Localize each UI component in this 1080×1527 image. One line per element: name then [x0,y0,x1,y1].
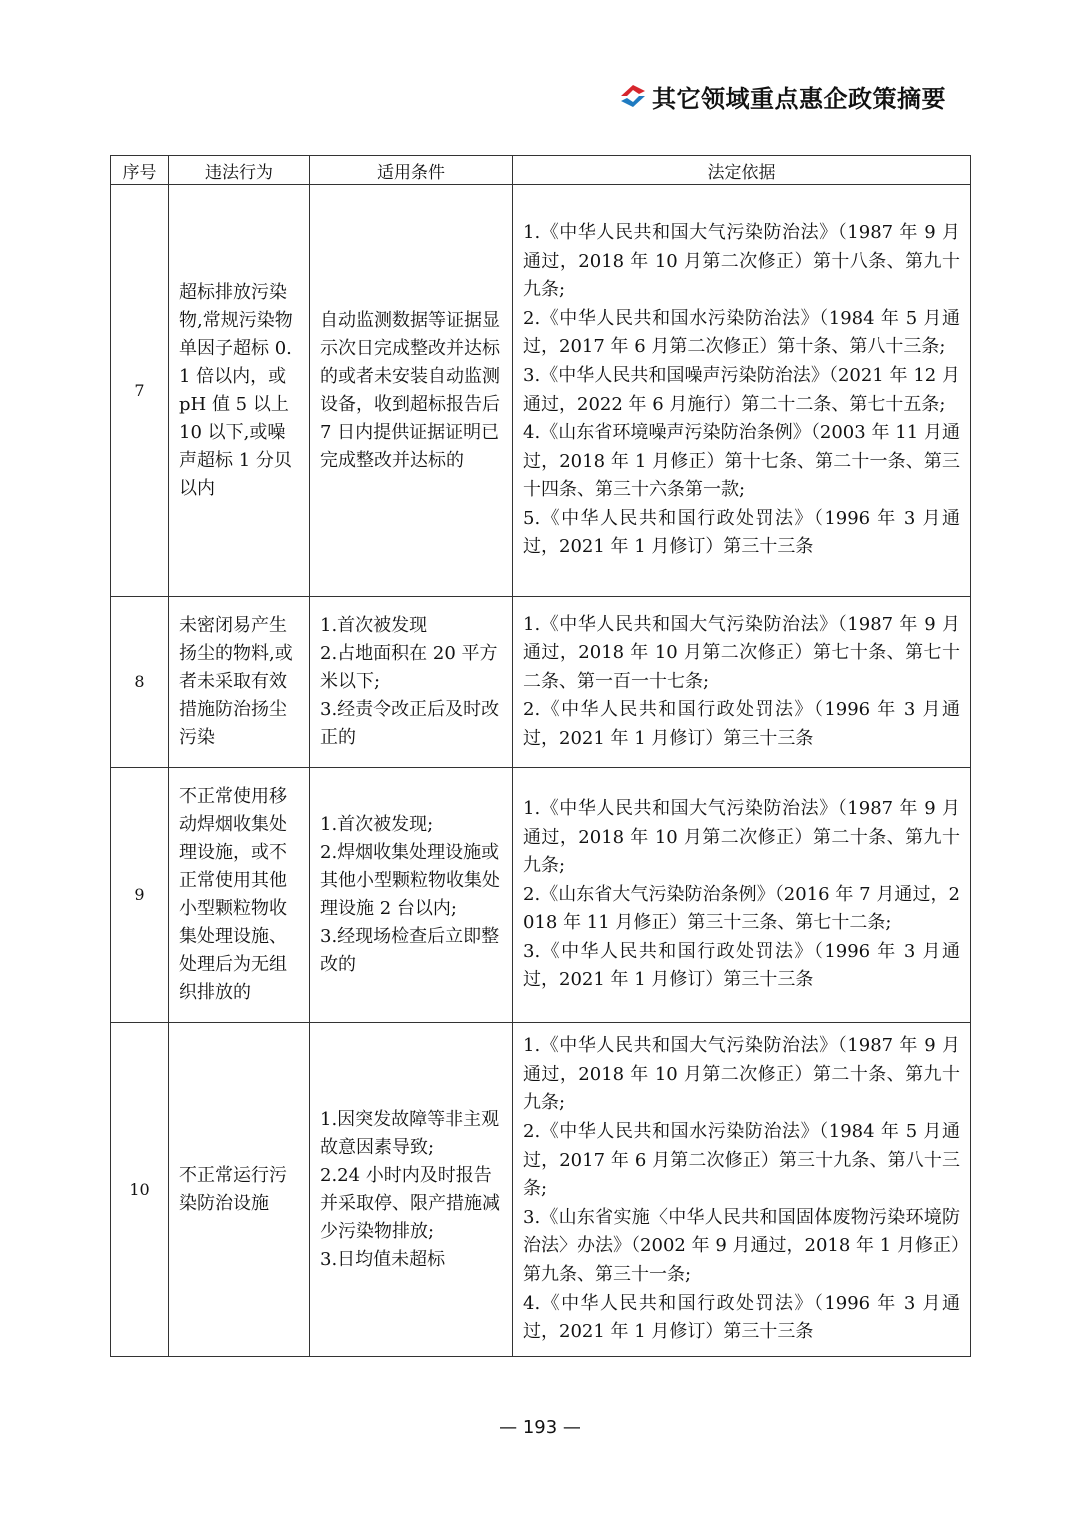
condition-item: 2.焊烟收集处理设施或其他小型颗粒物收集处理设施 2 台以内; [320,842,500,919]
page-header [618,76,946,116]
table-row [111,768,971,1023]
basis-item: 4.《山东省环境噪声污染防治条例》（2003 年 11 月通过，2018 年 1 月修正）第十七条、第二十一条、第三十四条、第三十六条第一款; [523,422,960,501]
basis-item: 2.《中华人民共和国水污染防治法》（1984 年 5 月通过，2017 年 6 月第二次修正）第三十九条、第八十三条; [523,1121,960,1200]
condition-item: 自动监测数据等证据显示次日完成整改并达标的或者未安装自动监测设备，收到超标报告后 7 日内提供证据证明已完成整改并达标的 [320,309,500,471]
condition-item: 2.占地面积在 20 平方米以下; [320,643,498,692]
basis-item: 2.《中华人民共和国水污染防治法》（1984 年 5 月通过，2017 年 6 月第二次修正）第十条、第八十三条; [523,307,960,358]
table-row [111,1023,971,1357]
basis-item: 1.《中华人民共和国大气污染防治法》（1987 年 9 月通过，2018 年 10 月第二次修正）第十八条、第九十九条; [523,221,960,301]
row-violation: 不正常使用移动焊烟收集处理设施，或不正常使用其他小型颗粒物收集处理设施、处理后为无组织排放的 [169,768,310,1023]
basis-item: 2.《中华人民共和国行政处罚法》（1996 年 3 月通过，2021 年 1 月修订）第三十三条 [523,699,960,749]
row-conditions [310,768,513,1023]
condition-item: 3.经现场检查后立即整改的 [320,926,500,975]
row-serial: 7 [111,185,169,597]
header-serial: 序号 [111,156,169,185]
row-conditions [310,185,513,597]
basis-item: 1.《中华人民共和国大气污染防治法》（1987 年 9 月通过，2018 年 10 月第二次修正）第七十条、第七十二条、第一百一十七条; [523,613,960,692]
basis-item: 5.《中华人民共和国行政处罚法》（1996 年 3 月通过，2021 年 1 月修订）第三十三条 [523,507,960,558]
basis-item: 1.《中华人民共和国大气污染防治法》（1987 年 9 月通过，2018 年 10 月第二次修正）第二十条、第九十九条; [523,1035,960,1114]
basis-item: 3.《山东省实施〈中华人民共和国固体废物污染环境防治法〉办法》（2002 年 9 月通过，2018 年 1 月修正）第九条、第三十一条; [523,1206,960,1285]
basis-item: 2.《山东省大气污染防治条例》（2016 年 7 月通过，2018 年 11 月修正）第三十三条、第七十二条; [523,883,960,934]
table-row [111,597,971,768]
condition-item: 1.首次被发现 [320,615,428,636]
basis-item: 4.《中华人民共和国行政处罚法》（1996 年 3 月通过，2021 年 1 月修订）第三十三条 [523,1292,960,1343]
header-conditions: 适用条件 [310,156,513,185]
condition-item: 3.经责令改正后及时改正的 [320,699,500,748]
row-violation: 未密闭易产生扬尘的物料,或者未采取有效措施防治扬尘污染 [169,597,310,768]
header-title: 其它领域重点惠企政策摘要 [652,84,946,113]
policy-table [110,155,971,1357]
table-row [111,185,971,597]
row-conditions [310,597,513,768]
row-legal-basis [513,768,971,1023]
row-violation: 不正常运行污染防治设施 [169,1023,310,1357]
logo-icon [618,81,648,111]
row-legal-basis [513,1023,971,1357]
row-serial: 8 [111,597,169,768]
basis-item: 3.《中华人民共和国噪声污染防治法》（2021 年 12 月通过，2022 年 6 月施行）第二十二条、第七十五条; [523,364,960,415]
header-violation: 违法行为 [169,156,310,185]
header-legal-basis: 法定依据 [513,156,971,185]
condition-item: 3.日均值未超标 [320,1248,446,1270]
table-header-row [111,156,971,185]
row-legal-basis [513,185,971,597]
basis-item: 1.《中华人民共和国大气污染防治法》（1987 年 9 月通过，2018 年 10 月第二次修正）第二十条、第九十九条; [523,797,960,877]
condition-item: 1.因突发故障等非主观故意因素导致; [320,1108,500,1158]
condition-item: 2.24 小时内及时报告并采取停、限产措施减少污染物排放; [320,1164,500,1242]
basis-item: 3.《中华人民共和国行政处罚法》（1996 年 3 月通过，2021 年 1 月修订）第三十三条 [523,940,960,991]
row-serial: 9 [111,768,169,1023]
row-conditions [310,1023,513,1357]
row-violation: 超标排放污染物,常规污染物单因子超标 0.1 倍以内，或 pH 值 5 以上 10 以下,或噪声超标 1 分贝以内 [169,185,310,597]
condition-item: 1.首次被发现; [320,814,434,835]
row-legal-basis [513,597,971,768]
page-number: — 193 — [499,1417,581,1438]
row-serial: 10 [111,1023,169,1357]
